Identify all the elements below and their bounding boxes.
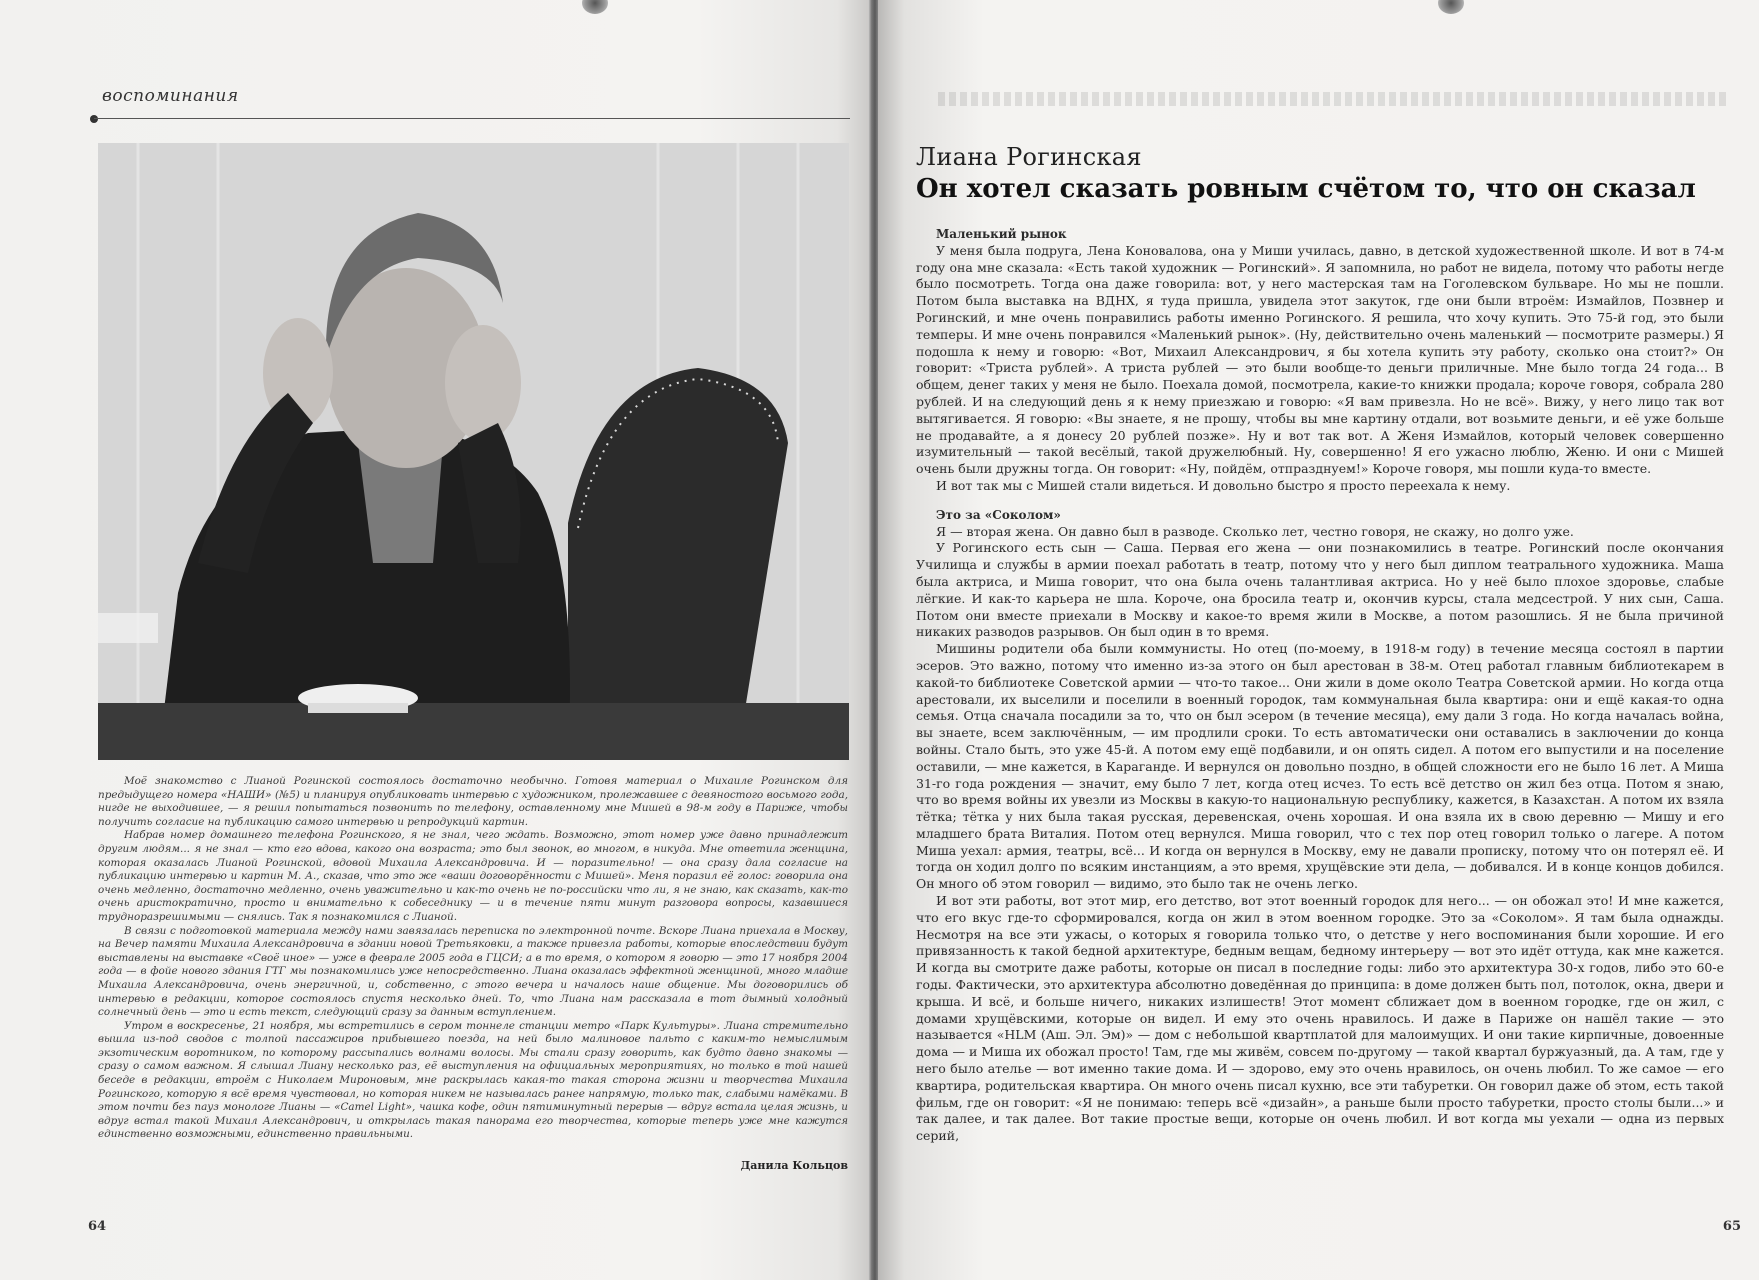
article-paragraph: Мишины родители оба были коммунисты. Но отец (по-моему, в 1918-м году) в течение месяца состоял в партии эсеров. Это важно, потому что именно из-за этого он был арестован в 38-м. Отец работал главным библиотекарем в какой-то библиотеке Советской армии — что-то такое... Они жили в доме около Театра Советской армии. Но когда отца арестовали, их выселили и поселили в военный городок, там коммунальная была квартира: они и ещё какая-то одна семья. Отца сначала посадили за то, что он был эсером (в течение месяца), ему дали 3 года. Но когда началась война, вы знаете, всем заключённым, — им продлили сроки. То есть автоматически они оставались в заключении до конца войны. Стало быть, это уже 45-й. А потом ему ещё подбавили, и он опять сидел. А потом его выпустили и на поселение оставили, — мне кажется, в Караганде. И вернулся он довольно поздно, в общей сложности его не было 16 лет. А Миша 31-го года рождения — значит, ему было 7 лет, когда отец исчез. То есть всё детство он жил без отца. Потом я знаю, что во время войны их увезли из Москвы в какую-то национальную республику, кажется, в Казахстан. А потом их взяла тётка; тётка у них была такая русская, деревенская, очень хорошая. И она взяла их в свою деревню — Мишу и его младшего брата Виталия. Потом отец вернулся. Миша говорил, что с тех пор отец говорил только о лагере. А потом Миша уехал: армия, театры, всё... И когда он вернулся в Москву, ему не давали прописку, потому что он потерял её. И тогда он ходил долго по всяким инстанциям, а это время, хрущёвские эти дела, — добивался. И в конце концов добился. Он много об этом говорил — видимо, это было так не очень легко. [916, 641, 1724, 892]
page-number: 64 [88, 1219, 107, 1234]
header-rule [94, 118, 850, 119]
article-paragraph: И вот эти работы, вот этот мир, его детство, вот этот военный городок для него... — он обожал это! И мне кажется, что его вкус где-то сформировался, когда он жил в этом военном городке. Это за «Соколом». Я там была однажды. Несмотря на все эти ужасы, о которых я говорила только что, о детстве у него воспоминания были хорошие. И его привязанность к такой бедной архитектуре, бедным вещам, бедному интерьеру — вот это идёт оттуда, как мне кажется. И когда вы смотрите даже работы, которые он писал в последние годы: либо это архитектура 30-х годов, либо это 60-е годы. Фактически, это архитектура абсолютно доведённая до принципа: в доме должен быть пол, потолок, окна, двери и крыша. И всё, и больше ничего, никаких излишеств! Этот момент сближает дом в военном городке, где он жил, с домами хрущёвскими, которые он видел. И ему это очень нравилось. И даже в Париже он нашёл такие — это называется «HLM (Аш. Эл. Эм)» — дом с небольшой квартплатой для малоимущих. И они такие кирпичные, довоенные дома — и Миша их обожал просто! Там, где мы живём, совсем по-другому — такой квартал буржуазный, да. А там, где у него было ателье — вот именно такие дома. И — здорово, ему это очень нравилось, он очень любил. То же самое — его квартира, родительская квартира. Он много очень писал кухню, все эти табуретки. Он говорил даже об этом, есть такой фильм, где он говорит: «Я не понимаю: теперь всё «дизайн», а раньше были просто табуретки, просто столы были...» и так далее, и так далее. Вот такие простые вещи, которые он очень любил. И вот когда мы уехали — одна из первых серий, [916, 893, 1724, 1144]
portrait-photo [98, 143, 849, 760]
right-page [878, 0, 1759, 1280]
caption-paragraph: Набрав номер домашнего телефона Рогинского, я не знал, чего ждать. Возможно, этот номер уже давно принадлежит другим людям... я не знал — кто его вдова, какого она возраста; это был звонок, во многом, в никуда. Мне ответила женщина, которая оказалась Лианой Рогинской, вдовой Михаила Александровича. И — поразительно! — она сразу дала согласие на публикацию интервью и картин М. А., сказав, что это же «ваши договорённости с Мишей». Меня поразил её голос: говорила она очень медленно, достаточно медленно, очень уважительно и как-то очень не по-российски что ли, я не знаю, как сказать, как-то очень аристократично, просто и внимательно к собеседнику — и в течение пяти минут разговора вопросы, казавшиеся трудноразрешимыми — снялись. Так я познакомился с Лианой. [98, 829, 848, 923]
article-author: Лиана Рогинская [916, 143, 1142, 171]
section-label: воспоминания [102, 86, 239, 106]
article-title: Он хотел сказать ровным счётом то, что он сказал [916, 174, 1696, 204]
article-paragraph: У меня была подруга, Лена Коновалова, она у Миши училась, давно, в детской художественной школе. И вот в 74-м году она мне сказала: «Есть такой художник — Рогинский». Я запомнила, но работ не видела, потому что работы негде было посмотреть. Тогда она даже говорила: вот, у него мастерская там на Гоголевском бульваре. Но мы не пошли. Потом была выставка на ВДНХ, я туда пришла, увидела этот закуток, где они были втроём: Измайлов, Позвнер и Рогинский, и мне очень понравились работы именно Рогинского. Я решила, что хочу купить. Это 75-й год, это были темперы. И мне очень понравился «Маленький рынок». (Ну, действительно очень маленький — посмотрите размеры.) Я подошла к нему и говорю: «Вот, Михаил Александрович, я бы хотела купить эту работу, сколько она стоит?» Он говорит: «Триста рублей». А триста рублей — это были вообще-то деньги приличные. Мне было тогда 24 года... В общем, денег таких у меня не было. Поехала домой, посмотрела, какие-то книжки продала; короче говоря, собрала 280 рублей. И на следующий день я к нему приезжаю и говорю: «Я вам привезла. Но не всё». Вижу, у него лицо так вот вытягивается. Я говорю: «Вы знаете, я не прошу, чтобы вы мне картину отдали, вот возьмите деньги, и её уже больше не продавайте, а я донесу 20 рублей позже». Ну и вот так вот. А Женя Измайлов, который человек совершенно изумительный — такой весёлый, такой дружелюбный. Ну, совершенно! Я его ужасно люблю, Женю. И они с Мишей очень были дружны тогда. Он говорит: «Ну, пойдём, отпразднуем!» Короче говоря, мы пошли куда-то вместе. [916, 242, 1724, 477]
portrait-illustration [98, 143, 849, 760]
page-number: 65 [1722, 1219, 1741, 1234]
section-heading: Маленький рынок [936, 227, 1067, 241]
caption-author: Данила Кольцов [740, 1159, 848, 1172]
bleed-through-header [938, 92, 1728, 106]
caption-paragraph: Моё знакомство с Лианой Рогинской состоялось достаточно необычно. Готовя материал о Михаиле Рогинском для предыдущего номера «НАШИ» (№5) и планируя опубликовать интервью с художником, пролежавшее с девяностого восьмого года, нигде не выходившее, — я решил попытаться позвонить по телефону, оставленному мне Мишей в 98-м году в Париже, чтобы получить согласие на публикацию самого интервью и репродукций картин. [98, 775, 848, 828]
binding-hole [582, 0, 608, 14]
binding-hole [1438, 0, 1464, 14]
article-paragraph: И вот так мы с Мишей стали видеться. И довольно быстро я просто переехала к нему. [936, 477, 1511, 493]
article-paragraph: Я — вторая жена. Он давно был в разводе. Сколько лет, честно говоря, не скажу, но долго уже. [936, 523, 1574, 539]
caption-paragraph: Утром в воскресенье, 21 ноября, мы встретились в сером тоннеле станции метро «Парк Культуры». Лиана стремительно вышла из-под сводов с толпой пассажиров прибывшего поезда, на ней было малиновое пальто с каким-то немыслимым экзотическим воротником, по которому рассыпались волнами волосы. Мы стали сразу говорить, как будто давно знакомы — сразу о самом важном. Я слышал Лиану несколько раз, её выступления на официальных мероприятиях, но только в той нашей беседе в редакции, втроём с Николаем Мироновым, мне раскрылась какая-то такая сторона жизни и творчества Михаила Рогинского, которую я всё время чувствовал, но которая никем не называлась ранее напрямую, только так, слабыми намёками. В этом почти без пауз монологе Лианы — «Camel Light», чашка кофе, один пятиминутный перерыв — вдруг встала целая жизнь, и вдруг встал такой Михаил Александрович, и открылась такая панорама его творчества, которые теперь уже мне кажутся единственно возможными, единственно правильными. [98, 1019, 848, 1141]
caption-paragraph: В связи с подготовкой материала между нами завязалась переписка по электронной почте. Вскоре Лиана приехала в Москву, на Вечер памяти Михаила Александровича в здании новой Третьяковки, а также привезла работы, которые впоследствии будут выставлены на выставке «Своё иное» — уже в феврале 2005 года в ГЦСИ; а в то время, о котором я говорю — это 17 ноября 2004 года — в фойе нового здания ГТГ мы познакомились уже непосредственно. Лиана оказалась эффектной женщиной, много младше Михаила Александровича, очень энергичной, и, собственно, с этого вечера и началось наше общение. Мы договорились об интервью в редакции, которое состоялось спустя несколько дней. То, что Лиана нам рассказала в тот дымный холодный солнечный день — это и есть текст, следующий сразу за данным вступлением. [98, 924, 848, 1019]
intro-caption [98, 775, 848, 1142]
article-body [916, 226, 1724, 1145]
article-paragraph: У Рогинского есть сын — Саша. Первая его жена — они познакомились в театре. Рогинский после окончания Училища и службы в армии поехал работать в театр, потому что у него был диплом театрального художника. Маша была актриса, и Миша говорит, что она была очень талантливая актриса. Но у неё было плохое здоровье, слабые лёгкие. И как-то карьера не шла. Короче, она бросила театр и, окончив курсы, стала медсестрой. У них сын, Саша. Потом они вместе приехали в Москву и какое-то время жили в Москве, а потом разошлись. Я не была причиной никаких разводов разрывов. Он был один в то время. [916, 540, 1724, 640]
header-rule-dot [90, 115, 98, 123]
section-heading: Это за «Соколом» [936, 507, 1061, 522]
left-page [0, 0, 872, 1280]
